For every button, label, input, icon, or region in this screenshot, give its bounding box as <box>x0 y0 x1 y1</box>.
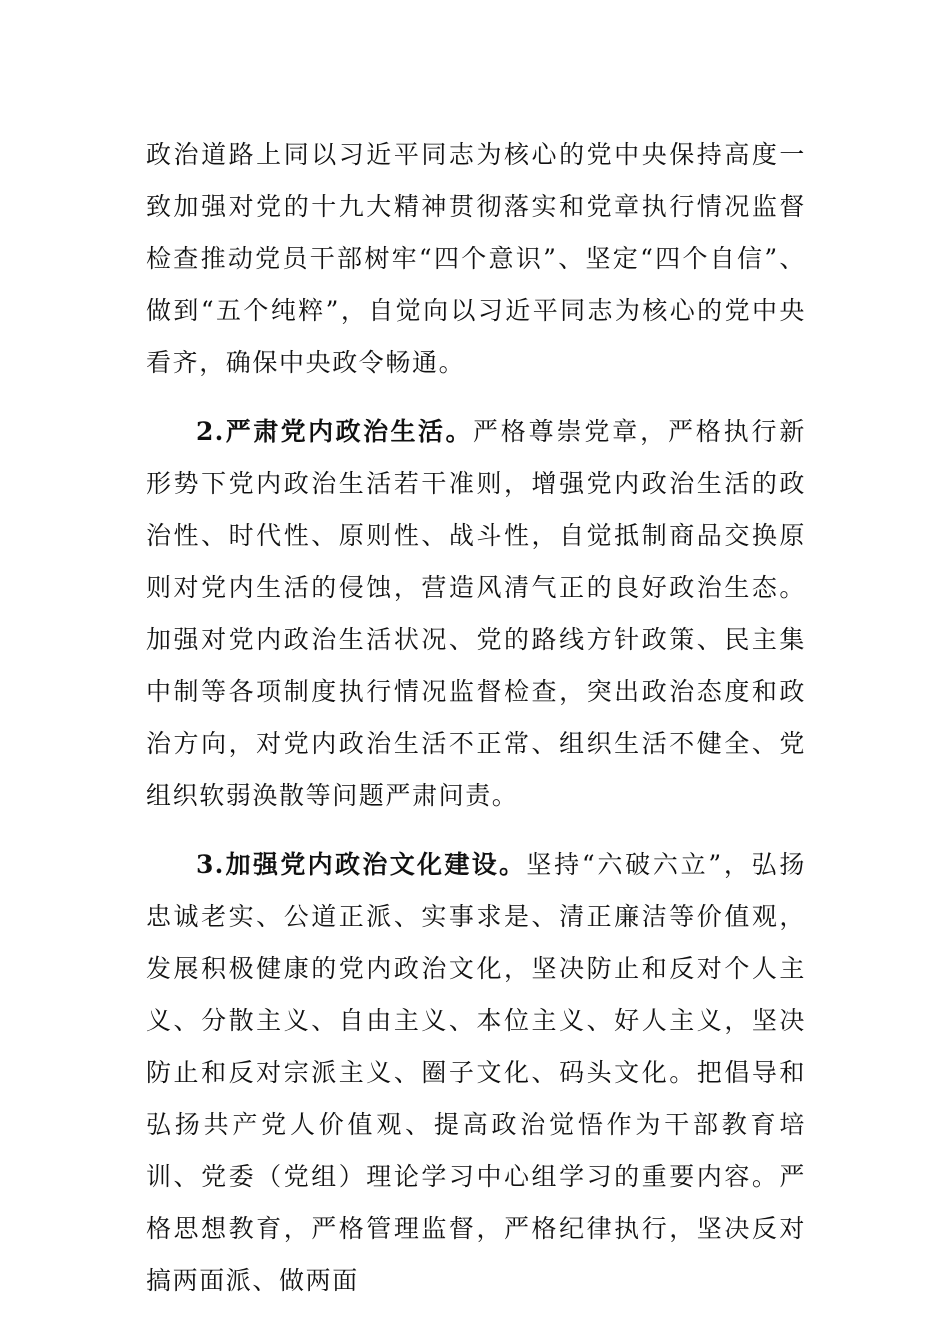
paragraph-continuation <box>146 129 806 389</box>
paragraph-political-culture <box>146 839 806 1307</box>
paragraph-heading: 2.严肃党内政治生活。 <box>196 417 473 446</box>
paragraph-text: 政治道路上同以习近平同志为核心的党中央保持高度一致加强对党的十九大精神贯彻落实和党章执行情况监督检查推动党员干部树牢“四个意识”、坚定“四个自信”、做到“五个纯粹”，自觉向以习近平同志为核心的党中央看齐，确保中央政令畅通。 <box>146 140 806 377</box>
paragraph-strict-political-life <box>146 406 806 822</box>
paragraph-text: 严格尊崇党章，严格执行新形势下党内政治生活若干准则，增强党内政治生活的政治性、时代性、原则性、战斗性，自觉抵制商品交换原则对党内生活的侵蚀，营造风清气正的良好政治生态。加强对党内政治生活状况、党的路线方针政策、民主集中制等各项制度执行情况监督检查，突出政治态度和政治方向，对党内政治生活不正常、组织生活不健全、党组织软弱涣散等问题严肃问责。 <box>146 417 806 810</box>
document-body <box>146 129 806 1307</box>
paragraph-text: 坚持“六破六立”，弘扬忠诚老实、公道正派、实事求是、清正廉洁等价值观，发展积极健康的党内政治文化，坚决防止和反对个人主义、分散主义、自由主义、本位主义、好人主义，坚决防止和反对宗派主义、圈子文化、码头文化。把倡导和弘扬共产党人价值观、提高政治觉悟作为干部教育培训、党委（党组）理论学习中心组学习的重要内容。严格思想教育，严格管理监督，严格纪律执行，坚决反对搞两面派、做两面 <box>146 850 806 1295</box>
paragraph-heading: 3.加强党内政治文化建设。 <box>196 850 527 879</box>
